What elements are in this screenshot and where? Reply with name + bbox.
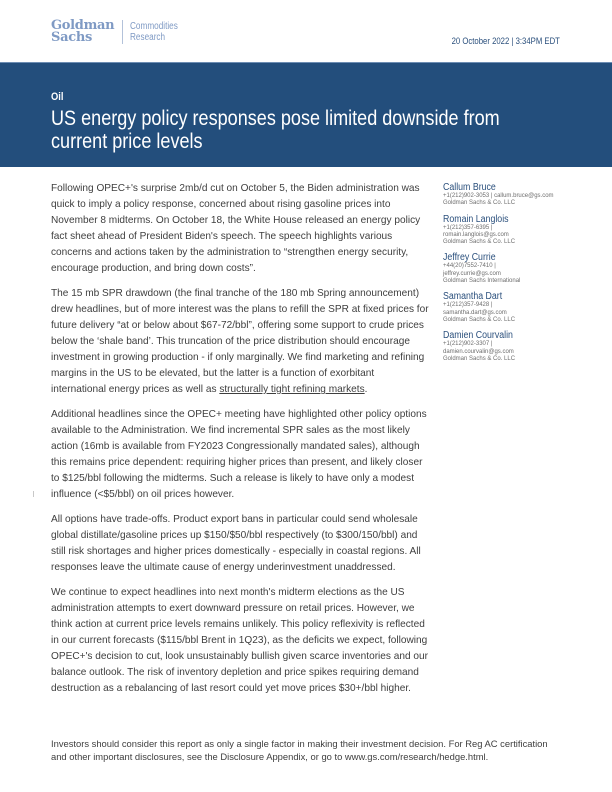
logo-wordmark bbox=[51, 20, 114, 44]
unit-line-2: Research bbox=[130, 32, 166, 43]
author-entry bbox=[443, 214, 603, 247]
author-contact[interactable]: +1(212)902-3053 | callum.bruce@gs.com bbox=[443, 193, 554, 199]
paragraph bbox=[51, 286, 429, 398]
paragraph-text: The 15 mb SPR drawdown (the final tranche of the 180 mb Spring announcement) drew headlines, but of more interest was the plans to refill the SPR at fixed prices for future delivery “at or below about $67-72/bbl”, offering some support to crude prices below the ‘shale band’. This truncation of the price distribution should encourage investment in growing production - if only marginally. We find marketing and refining margins in the US to be elevated, but the latter is a function of exorbitant international energy prices as well as bbox=[51, 288, 429, 395]
logo-line-1: Goldman bbox=[51, 18, 115, 33]
author-name: Damien Courvalin bbox=[443, 330, 513, 342]
author-email[interactable]: romain.langlois@gs.com bbox=[443, 231, 509, 238]
author-entry bbox=[443, 330, 603, 363]
authors-list bbox=[443, 182, 603, 369]
author-name: Romain Langlois bbox=[443, 213, 509, 225]
author-email[interactable]: samantha.dart@gs.com bbox=[443, 309, 507, 316]
refining-markets-link[interactable]: structurally tight refining markets bbox=[219, 384, 365, 395]
sector-label: Oil bbox=[51, 91, 64, 103]
author-firm: Goldman Sachs International bbox=[443, 278, 521, 285]
author-email[interactable]: damien.courvalin@gs.com bbox=[443, 348, 514, 355]
author-firm: Goldman Sachs & Co. LLC bbox=[443, 355, 516, 362]
unit-line-1: Commodities bbox=[130, 21, 179, 32]
author-entry bbox=[443, 252, 603, 285]
author-email[interactable]: jeffrey.currie@gs.com bbox=[443, 270, 501, 277]
paragraph: Following OPEC+'s surprise 2mb/d cut on October 5, the Biden administration was quick to imply a policy response, concerned about rising gasoline prices into November 8 midterms. On October 18, the White House released an energy policy fact sheet ahead of President Biden's speech. The speech highlights various concerns and actions taken by the administration to “strengthen energy security, encourage production, and bring down costs”. bbox=[51, 183, 421, 274]
logo-divider bbox=[122, 20, 123, 44]
author-phone: +44(20)7552-7410 | bbox=[443, 263, 496, 270]
author-name: Jeffrey Currie bbox=[443, 252, 496, 264]
report-title: US energy policy responses pose limited downside from current price levels bbox=[51, 107, 500, 153]
author-firm: Goldman Sachs & Co. LLC bbox=[443, 316, 516, 323]
logo-line-2: Sachs bbox=[51, 30, 92, 45]
paragraph-suffix: . bbox=[364, 384, 368, 395]
report-dateline: 20 October 2022 | 3:34PM EDT bbox=[451, 36, 560, 46]
paragraph: Additional headlines since the OPEC+ meeting have highlighted other policy options available to the Administration. We find incremental SPR sales as the most likely action (16mb is available from FY2023 Congressionally mandated sales), although this remains price dependent: requiring higher prices than present, and likely closer to $125/bbl following the midterms. Such a release is likely to have only a modest influence (<$5/bbl) on oil prices however. bbox=[51, 409, 427, 500]
author-firm: Goldman Sachs & Co. LLC bbox=[443, 239, 516, 246]
author-phone: +1(212)357-6395 | bbox=[443, 224, 493, 231]
paragraph: We continue to expect headlines into next month's midterm elections as the US administration attempts to exert downward pressure on retail prices. However, we think action at current price levels remains unlikely. This policy reflexivity is reflected in our current forecasts ($115/bbl Brent in 1Q23), as the deficits we expect, following OPEC+'s decision to cut, look unsustainably bullish given scarce inventories and our balance outlook. The risk of inventory depletion and price spikes requiring demand destruction as a rebalancing of last resort could yet move prices $30+/bbl higher. bbox=[51, 587, 429, 694]
disclosure-footer: Investors should consider this report as only a single factor in making their investment decision. For Reg AC certification and other important disclosures, see the Disclosure Appendix, or go to www.gs.com/research/hedge.html. bbox=[51, 738, 548, 762]
report-body bbox=[51, 181, 429, 706]
author-phone: +1(212)357-9428 | bbox=[443, 302, 493, 309]
author-firm: Goldman Sachs & Co. LLC bbox=[443, 200, 516, 207]
research-unit-label bbox=[130, 21, 178, 43]
author-phone: +1(212)902-3307 | bbox=[443, 341, 493, 348]
author-name: Callum Bruce bbox=[443, 182, 496, 193]
author-name: Samantha Dart bbox=[443, 291, 503, 303]
title-banner bbox=[0, 62, 612, 167]
paragraph: All options have trade-offs. Product export bans in particular could send wholesale global distillate/gasoline prices up $150/$50/bbl respectively (to $300/150/bbl) and still risk shortages and higher prices domestically - especially in coastal regions. All responses leave the ultimate cause of energy underinvestment unaddressed. bbox=[51, 514, 421, 573]
goldman-sachs-logo bbox=[51, 20, 189, 44]
author-entry bbox=[443, 182, 603, 208]
author-entry bbox=[443, 291, 603, 324]
margin-mark bbox=[33, 491, 34, 497]
